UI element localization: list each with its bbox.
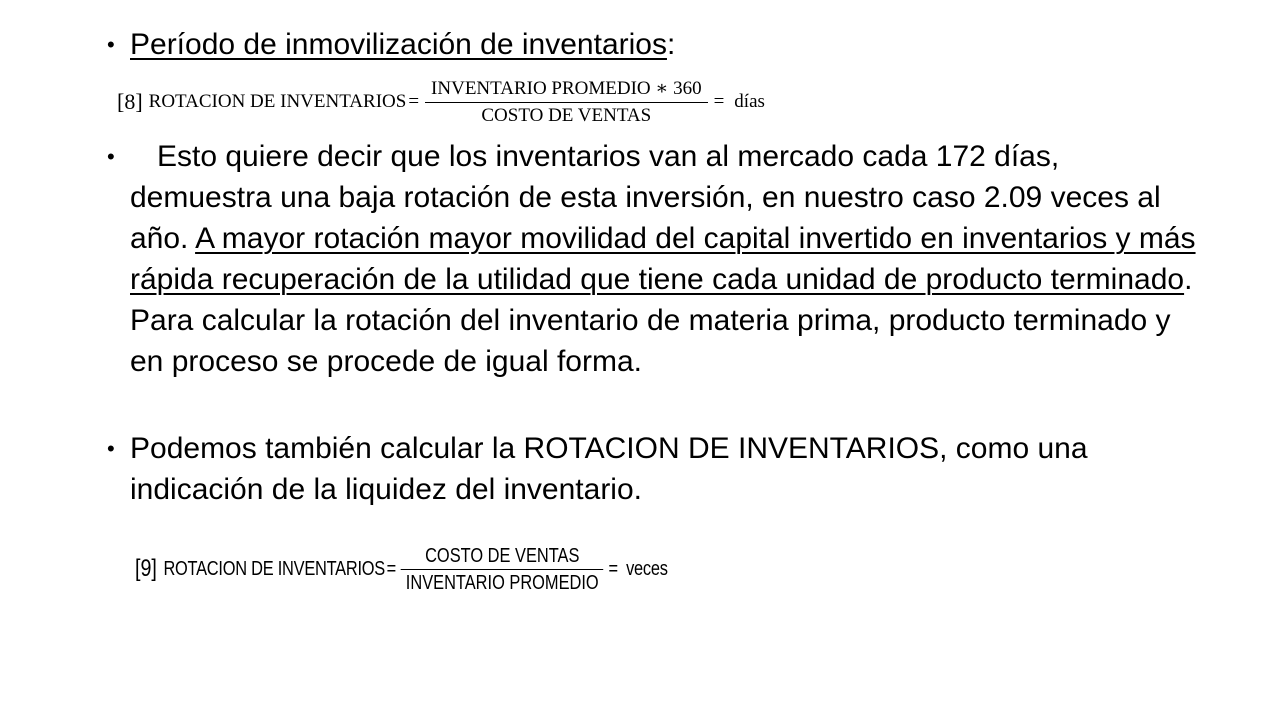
formula-9-tag: [9]: [135, 555, 157, 582]
formula-8: [117, 74, 765, 130]
bullet-3: [107, 428, 1197, 510]
bullet-dot: •: [107, 144, 115, 169]
formula-8-tag: [8]: [117, 89, 143, 114]
formula-9-denominator: INVENTARIO PROMEDIO: [405, 571, 599, 594]
bullet-2-intro: Esto quiere decir que los inventarios van al mercado cada 172 días, demuestra una baja rotación de esta inversión, en nuestro caso 2.09 veces al año.: [130, 140, 1161, 255]
bullet-1-text: [130, 24, 1197, 65]
bullet-3-text: Podemos también calcular la ROTACION DE INVENTARIOS, como una indicación de la liquidez del inventario.: [130, 432, 1088, 506]
bullet-dot: •: [107, 32, 115, 57]
bullet-2-text: [130, 136, 1197, 382]
formula-9: [135, 538, 668, 600]
formula-9-equals: =: [386, 557, 396, 580]
formula-9-numerator: COSTO DE VENTAS: [425, 544, 580, 567]
formula-8-fraction-bar: [425, 102, 708, 103]
bullet-1-title: Período de inmovilización de inventarios: [130, 28, 667, 61]
bullet-2-outro: . Para calcular la rotación del inventario de materia prima, producto terminado y en proceso se procede de igual forma.: [130, 263, 1193, 378]
formula-9-fraction-bar: [401, 569, 604, 570]
bullet-dot: •: [107, 436, 115, 461]
formula-9-label: ROTACION DE INVENTARIOS: [163, 557, 385, 580]
formula-9-fraction: [401, 544, 604, 595]
bullet-1: [107, 24, 1197, 65]
bullet-2: [107, 136, 1197, 382]
formula-8-denominator: COSTO DE VENTAS: [481, 104, 652, 126]
formula-8-equals-2: =: [713, 91, 725, 112]
formula-8-numerator: INVENTARIO PROMEDIO ∗ 360: [431, 77, 702, 99]
bullet-1-colon: :: [666, 28, 676, 61]
bullet-2-underlined: A mayor rotación mayor movilidad del capital invertido en inventarios y más rápida recuperación de la utilidad que tiene cada unidad de producto terminado: [130, 222, 1196, 296]
formula-8-label: ROTACION DE INVENTARIOS: [148, 91, 407, 112]
formula-8-equals: =: [408, 91, 420, 112]
formula-9-unit: veces: [626, 557, 668, 580]
formula-8-fraction: [425, 77, 708, 128]
formula-8-unit: días: [734, 91, 765, 112]
formula-9-equals-2: =: [608, 557, 618, 580]
